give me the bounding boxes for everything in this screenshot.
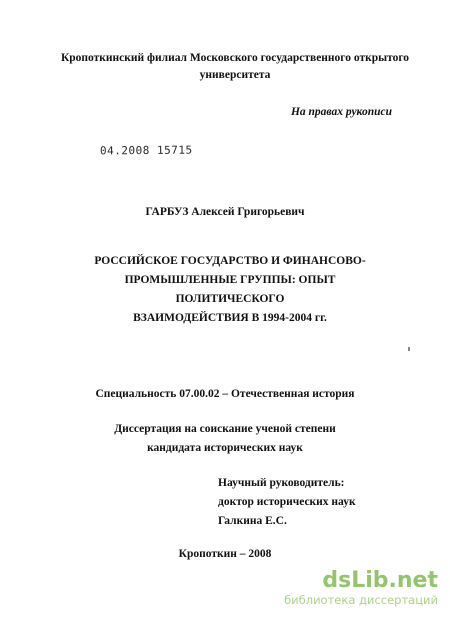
place-and-year: Кропоткин – 2008 [178, 548, 272, 560]
scan-speck [408, 347, 410, 351]
title-line-3: ВЗАИМОДЕЙСТВИЯ В 1994-2004 гг. [133, 312, 327, 324]
supervisor-name: Галкина Е.С. [218, 515, 287, 527]
institution-line-2: университета [199, 69, 271, 81]
title-line-2: ПРОМЫШЛЕННЫЕ ГРУППЫ: ОПЫТ ПОЛИТИЧЕСКОГО [124, 274, 336, 305]
degree-line-1: Диссертация на соискание ученой степени [114, 423, 336, 435]
dissertation-title [90, 252, 370, 328]
supervisor-title: доктор исторических наук [218, 496, 356, 508]
dslib-watermark[interactable] [284, 569, 438, 607]
specialty-line: Специальность 07.00.02 – Отечественная история [95, 388, 355, 400]
degree-line-2: кандидата исторических наук [147, 442, 303, 454]
rights-note: На правах рукописи [290, 106, 392, 118]
watermark-logo: dsLib.net [322, 568, 438, 593]
supervisor-label: Научный руководитель: [218, 477, 345, 489]
supervisor-block [218, 474, 356, 531]
institution-heading [40, 50, 430, 84]
title-line-1: РОССИЙСКОЕ ГОСУДАРСТВО И ФИНАНСОВО- [94, 255, 366, 267]
author-name: ГАРБУЗ Алексей Григорьевич [145, 206, 305, 218]
degree-statement [0, 420, 450, 458]
library-stamp-number: 04.2008 15715 [99, 143, 193, 158]
institution-line-1: Кропоткинский филиал Московского государственного открытого [60, 52, 410, 64]
watermark-subtitle: библиотека диссертаций [284, 593, 438, 607]
